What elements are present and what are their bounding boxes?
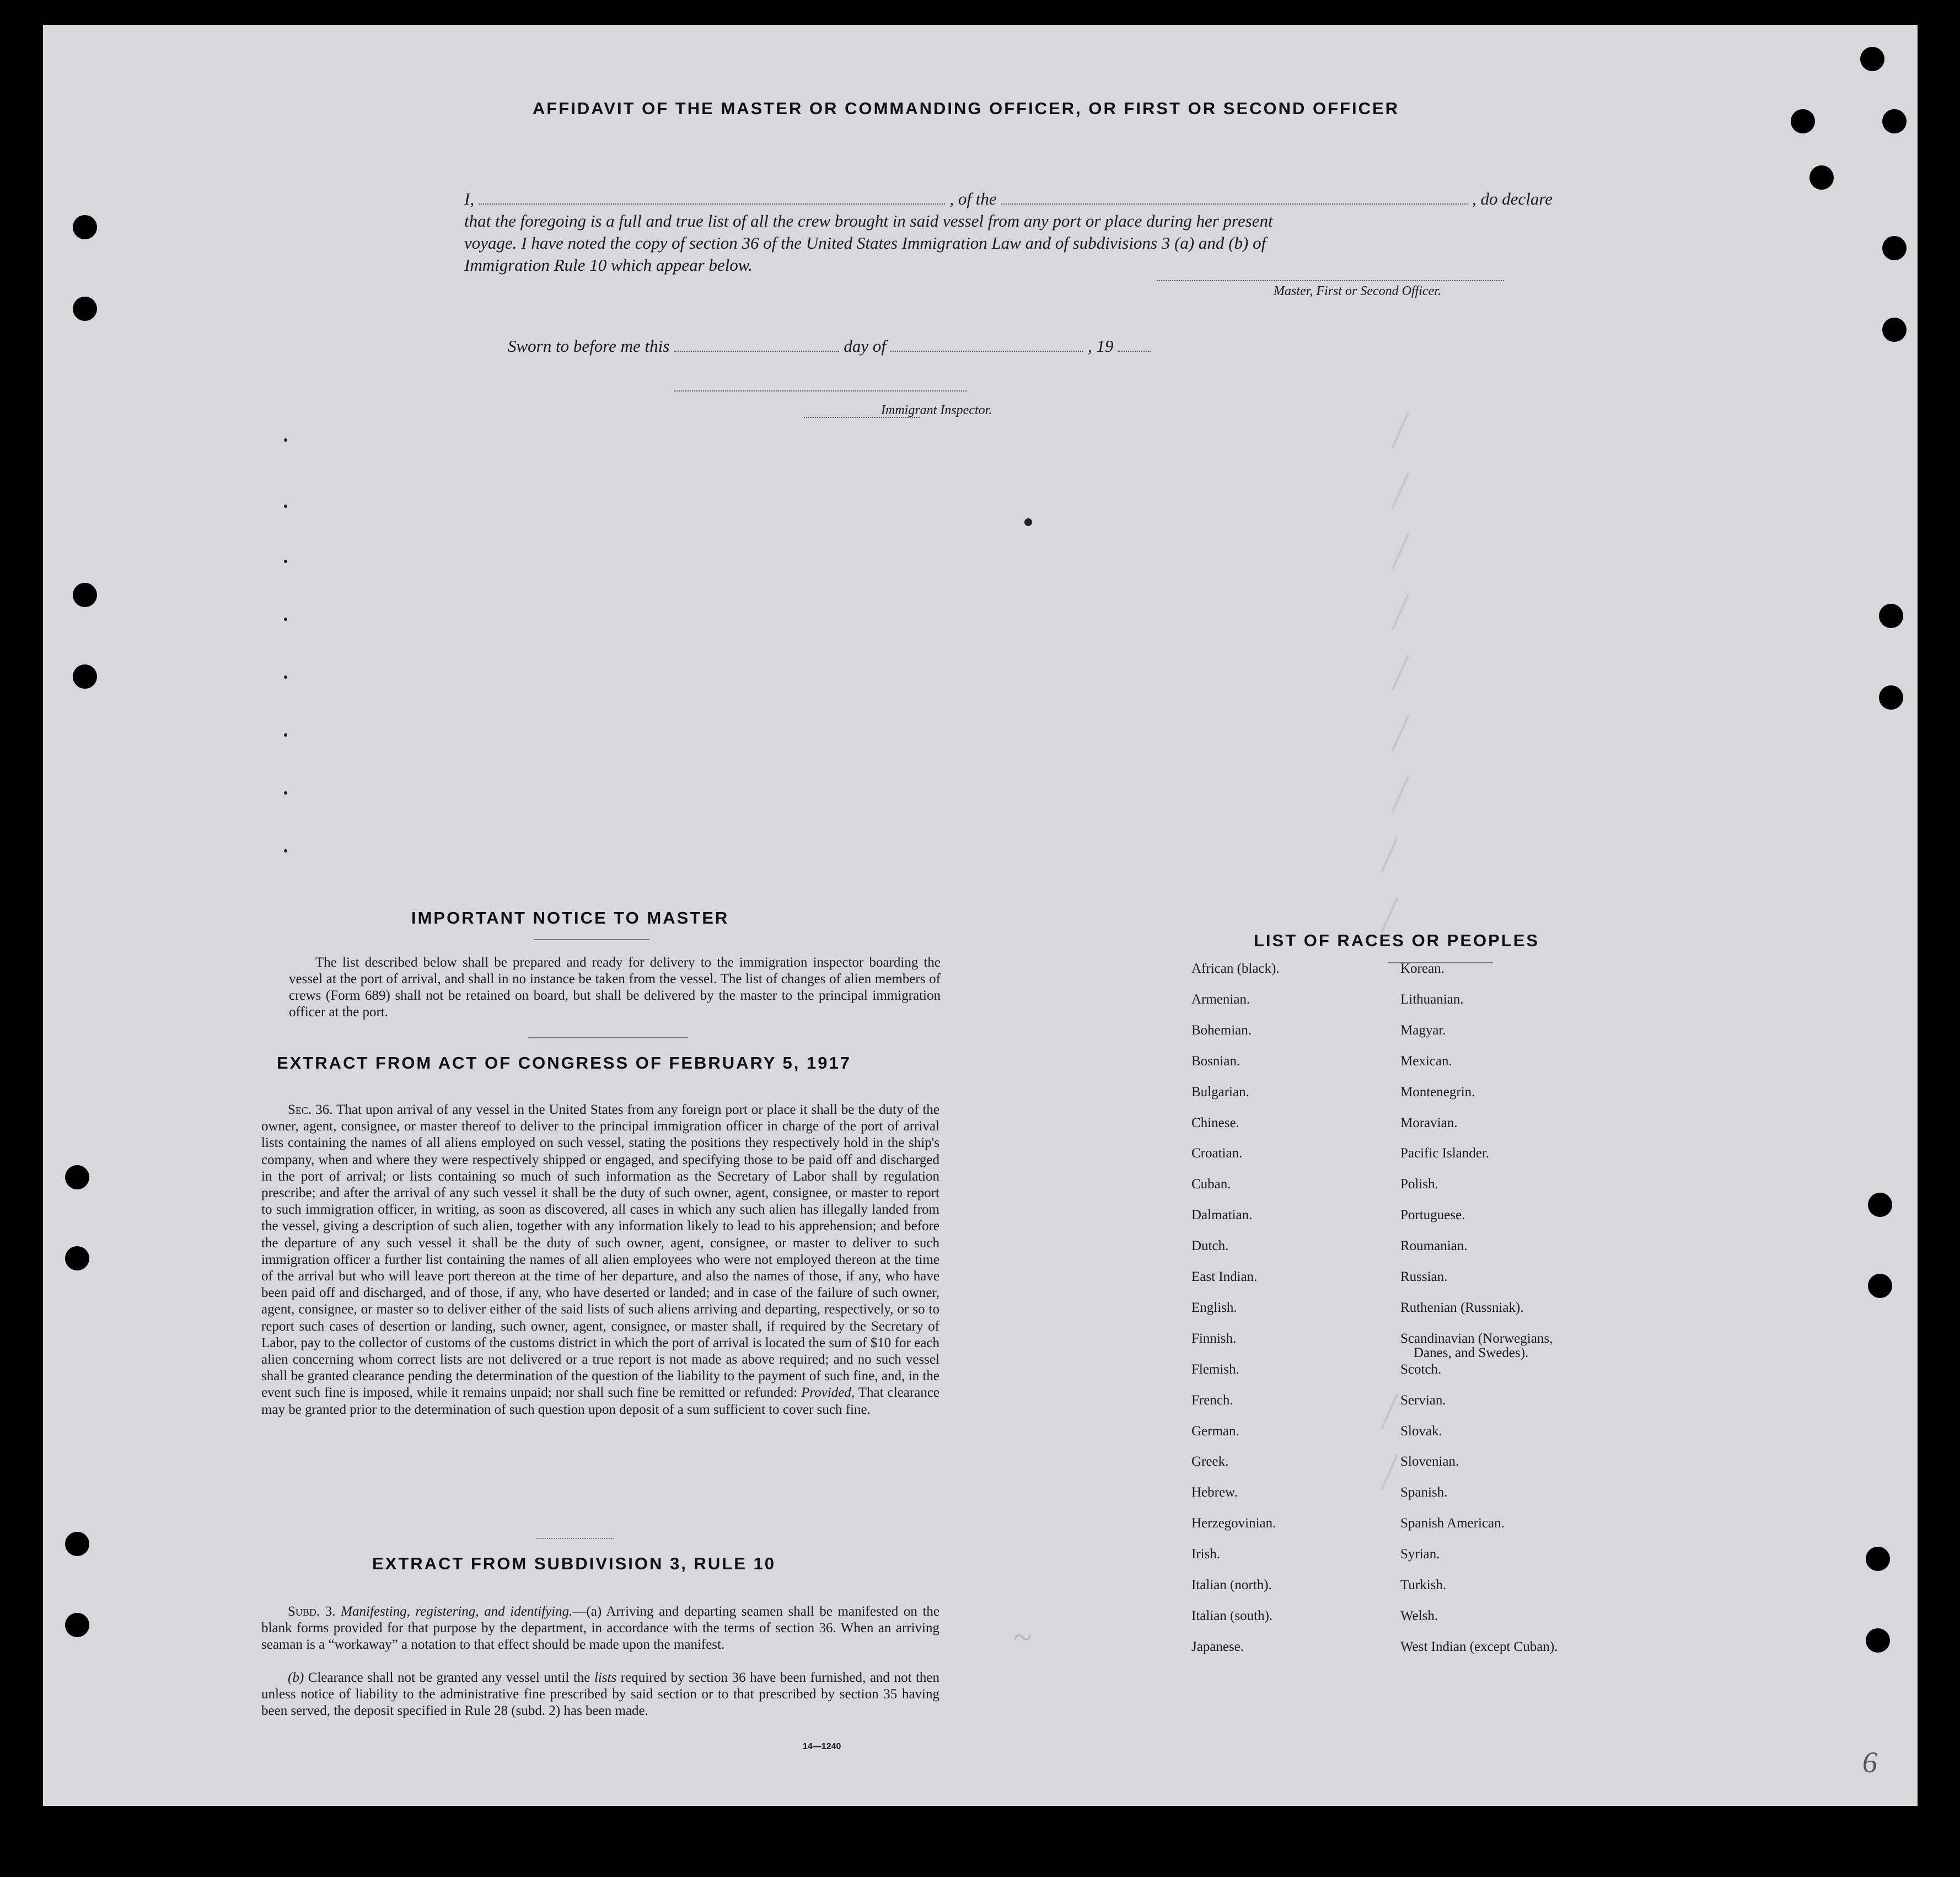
punch-hole <box>1879 604 1903 628</box>
race-item: Spanish American. <box>1400 1516 1505 1531</box>
sworn-day-blank[interactable] <box>674 350 839 352</box>
race-item: English. <box>1191 1300 1237 1315</box>
faint-handwriting: ~ <box>1012 1618 1033 1656</box>
section-36-text <box>261 1102 939 1418</box>
race-item: Cuban. <box>1191 1177 1231 1192</box>
race-item: Montenegrin. <box>1400 1085 1475 1100</box>
race-item: Roumanian. <box>1400 1238 1468 1253</box>
subd-a-italic: Manifesting, registering, and identifying. <box>341 1604 573 1619</box>
stray-mark <box>284 618 287 621</box>
sworn-month-blank[interactable] <box>890 350 1083 352</box>
punch-hole <box>65 1165 89 1189</box>
race-item: Syrian. <box>1400 1547 1440 1562</box>
race-item: Magyar. <box>1400 1023 1446 1038</box>
punch-hole <box>73 664 97 689</box>
race-item: Flemish. <box>1191 1362 1239 1377</box>
affidavit-line3: voyage. I have noted the copy of section 36 of the United States Immigration Law and of subdivisions 3 (a) and (b) of <box>464 233 1266 253</box>
race-item: Pacific Islander. <box>1400 1146 1490 1161</box>
race-item: Dalmatian. <box>1191 1208 1253 1222</box>
stray-mark <box>284 438 287 442</box>
race-item-continuation: Danes, and Swedes). <box>1414 1345 1529 1360</box>
punch-hole <box>1866 1628 1890 1653</box>
punch-hole <box>73 297 97 321</box>
extract-divider <box>536 1538 614 1539</box>
race-item: Irish. <box>1191 1547 1221 1562</box>
race-item: African (black). <box>1191 961 1280 976</box>
punch-hole <box>1868 1274 1892 1298</box>
punch-hole <box>65 1246 89 1270</box>
punch-hole <box>1791 109 1815 133</box>
bleed-through-mark <box>1392 776 1409 812</box>
subd-a-lead: 3. <box>325 1604 336 1619</box>
race-item: Lithuanian. <box>1400 992 1464 1007</box>
affidavit-line4: Immigration Rule 10 which appear below. <box>464 255 753 275</box>
race-item: Moravian. <box>1400 1116 1458 1130</box>
race-item: Welsh. <box>1400 1608 1438 1623</box>
bleed-through-mark <box>1392 412 1409 448</box>
bleed-through-mark <box>1381 1393 1398 1430</box>
notice-title-rule <box>534 939 649 940</box>
race-item: Bulgarian. <box>1191 1085 1249 1100</box>
race-item: West Indian (except Cuban). <box>1400 1639 1558 1654</box>
officer-signature-label: Master, First or Second Officer. <box>1274 284 1441 298</box>
officer-signature-line[interactable] <box>1157 280 1504 281</box>
notice-divider <box>528 1037 688 1038</box>
punch-hole <box>1860 47 1884 71</box>
race-item: Italian (south). <box>1191 1608 1273 1623</box>
sworn-mid: day of <box>844 336 886 356</box>
race-item: Spanish. <box>1400 1485 1448 1500</box>
inspector-signature-line[interactable] <box>674 390 966 392</box>
race-item: Russian. <box>1400 1269 1448 1284</box>
bleed-through-mark <box>1392 655 1409 691</box>
form-number: 14—1240 <box>803 1742 841 1751</box>
subdivision-a-text <box>261 1604 939 1653</box>
stray-mark <box>284 560 287 563</box>
subd-label: Subd. <box>288 1604 320 1619</box>
bleed-through-mark <box>1392 473 1409 509</box>
race-item: Hebrew. <box>1191 1485 1238 1500</box>
affidavit-title: AFFIDAVIT OF THE MASTER OR COMMANDING OFFICER, OR FIRST OR SECOND OFFICER <box>533 99 1400 118</box>
sworn-end: , 19 <box>1087 336 1114 356</box>
race-item: East Indian. <box>1191 1269 1258 1284</box>
race-item: Slovenian. <box>1400 1454 1459 1469</box>
race-item: Portuguese. <box>1400 1208 1465 1222</box>
bleed-through-mark <box>1392 533 1409 570</box>
subd-b-label: (b) <box>288 1670 304 1685</box>
stray-mark <box>284 505 287 508</box>
sec-label: Sec. <box>288 1102 312 1117</box>
extract-act-title: EXTRACT FROM ACT OF CONGRESS OF FEBRUARY 5, 1917 <box>277 1053 851 1072</box>
stray-mark <box>284 733 287 737</box>
race-item: Turkish. <box>1400 1578 1447 1592</box>
punch-hole <box>1866 1547 1890 1571</box>
race-item: Bosnian. <box>1191 1054 1241 1069</box>
races-title: LIST OF RACES OR PEOPLES <box>1254 931 1540 950</box>
race-item: Korean. <box>1400 961 1445 976</box>
race-item: Scandinavian (Norwegians, <box>1400 1331 1553 1346</box>
bleed-through-mark <box>1381 836 1398 873</box>
punch-hole <box>1809 165 1834 190</box>
sworn-line <box>508 336 1241 356</box>
affidavit-declaration <box>464 188 1553 276</box>
subdivision-b-text <box>261 1670 939 1719</box>
punch-hole <box>65 1532 89 1556</box>
punch-hole <box>73 215 97 239</box>
subd-b-body-1: Clearance shall not be granted any vessel until the <box>308 1670 590 1685</box>
race-item: Armenian. <box>1191 992 1250 1007</box>
faint-handwriting: 6 <box>1862 1746 1877 1779</box>
sworn-start: Sworn to before me this <box>508 336 670 356</box>
affidavit-line2: that the foregoing is a full and true list of all the crew brought in said vessel from any port or place during her present <box>464 211 1273 230</box>
race-item: Herzegovinian. <box>1191 1516 1276 1531</box>
bleed-through-mark <box>1392 715 1409 752</box>
affidavit-line1-end: , do declare <box>1472 189 1553 208</box>
race-item: Slovak. <box>1400 1424 1442 1439</box>
proviso-label: Provided, <box>801 1385 855 1401</box>
race-item: Italian (north). <box>1191 1578 1272 1592</box>
punch-hole <box>65 1613 89 1637</box>
bleed-through-mark <box>1392 594 1409 630</box>
race-item: Greek. <box>1191 1454 1229 1469</box>
vessel-blank[interactable] <box>1001 203 1468 205</box>
name-blank[interactable] <box>479 203 945 205</box>
bleed-through-mark <box>1381 897 1398 934</box>
punch-hole <box>1868 1193 1892 1217</box>
stray-mark <box>284 791 287 795</box>
race-item: German. <box>1191 1424 1239 1439</box>
race-item: Japanese. <box>1191 1639 1244 1654</box>
race-item: French. <box>1191 1393 1233 1408</box>
notice-title: IMPORTANT NOTICE TO MASTER <box>411 908 729 927</box>
document-page <box>43 25 1918 1806</box>
punch-hole <box>1882 109 1907 133</box>
subd-a-body: —(a) Arriving and departing seamen shall be manifested on the blank forms provided for that purpose by the department, in accordance with the terms of section 36. When an arriving seaman is a “workaway” a notation to that effect should be made upon the manifest. <box>261 1604 939 1652</box>
stray-mark <box>284 849 287 852</box>
race-item: Bohemian. <box>1191 1023 1252 1038</box>
race-item: Scotch. <box>1400 1362 1442 1377</box>
punch-hole <box>1882 236 1907 260</box>
race-item: Croatian. <box>1191 1146 1243 1161</box>
extract-rule-title: EXTRACT FROM SUBDIVISION 3, RULE 10 <box>372 1554 776 1573</box>
race-item: Mexican. <box>1400 1054 1452 1069</box>
race-item: Dutch. <box>1191 1238 1229 1253</box>
punch-hole <box>73 583 97 607</box>
notice-text: The list described below shall be prepared and ready for delivery to the immigration inspector boarding the vessel at the port of arrival, and shall in no instance be taken from the vessel. The list of changes of alien members of crews (Form 689) shall not be retained on board, but shall be delivered by the master to the principal immigration officer at the port. <box>289 955 941 1020</box>
bleed-through-mark <box>1381 1454 1398 1490</box>
proviso-text: That clearance may be granted prior to the determination of such question upon deposit of a sum sufficient to cover such fine. <box>261 1385 940 1417</box>
inspector-signature-label: Immigrant Inspector. <box>881 403 992 417</box>
subd-b-italic: lists <box>594 1670 617 1685</box>
race-item: Polish. <box>1400 1177 1438 1192</box>
stray-mark <box>284 675 287 679</box>
punch-hole <box>1882 318 1907 342</box>
affidavit-line1-mid: , of the <box>949 189 997 208</box>
affidavit-line1-start: I, <box>464 189 475 208</box>
sworn-year-blank[interactable] <box>1118 350 1151 352</box>
subd-b-body-2: required by section 36 have been furnished, and not then unless notice of liability to the administrative fine prescribed by said section or to that prescribed by section 35 having been served, the deposit specified in Rule 28 (subd. 2) has been made. <box>261 1670 940 1718</box>
stray-mark <box>1024 518 1032 526</box>
punch-hole <box>1879 685 1903 710</box>
race-item: Finnish. <box>1191 1331 1237 1346</box>
race-item: Servian. <box>1400 1393 1446 1408</box>
sec-36-body: 36. That upon arrival of any vessel in the United States from any foreign port or place it shall be the duty of the owner, agent, consignee, or master thereof to deliver to the principal immigration officer in charge of the port of arrival lists containing the names of all aliens employed on such vessel, stating the positions they respectively hold in the ship's company, when and where they were respectively shipped or engaged, and specifying those to be paid off and discharged in the port of arrival; or lists containing so much of such information as the Secretary of Labor shall by regulation prescribe; and after the arrival of any such vessel it shall be the duty of such owner, agent, consignee, or master to report to such immigration officer, in writing, as soon as discovered, all cases in which any such alien has illegally landed from the vessel, giving a description of such alien, together with any information likely to lead to his apprehension; and before the departure of any such vessel it shall be the duty of such owner, agent, consignee, or master to deliver to such immigration officer a further list containing the names of all alien employees who were not employed thereon at the time of the arrival but who will leave port thereon at the time of her departure, and also the names of those, if any, who have been paid off and discharged, and of those, if any, who have deserted or landed; and in case of the failure of such owner, agent, consignee, or master so to deliver either of the said lists of such aliens arriving and departing, respectively, or so to report such cases of desertion or landing, such owner, agent, consignee, or master shall, if required by the Secretary of Labor, pay to the collector of customs of the customs district in which the port of arrival is located the sum of $10 for each alien concerning whom correct lists are not delivered or a true report is not made as above required; and no such vessel shall be granted clearance pending the determination of the question of the liability to the payment of such fine, and, in the event such fine is imposed, while it remains unpaid; nor shall such fine be remitted or refunded: <box>261 1102 939 1401</box>
affidavit-name-line <box>464 188 1553 210</box>
race-item: Chinese. <box>1191 1116 1239 1130</box>
race-item: Ruthenian (Russniak). <box>1400 1300 1524 1315</box>
